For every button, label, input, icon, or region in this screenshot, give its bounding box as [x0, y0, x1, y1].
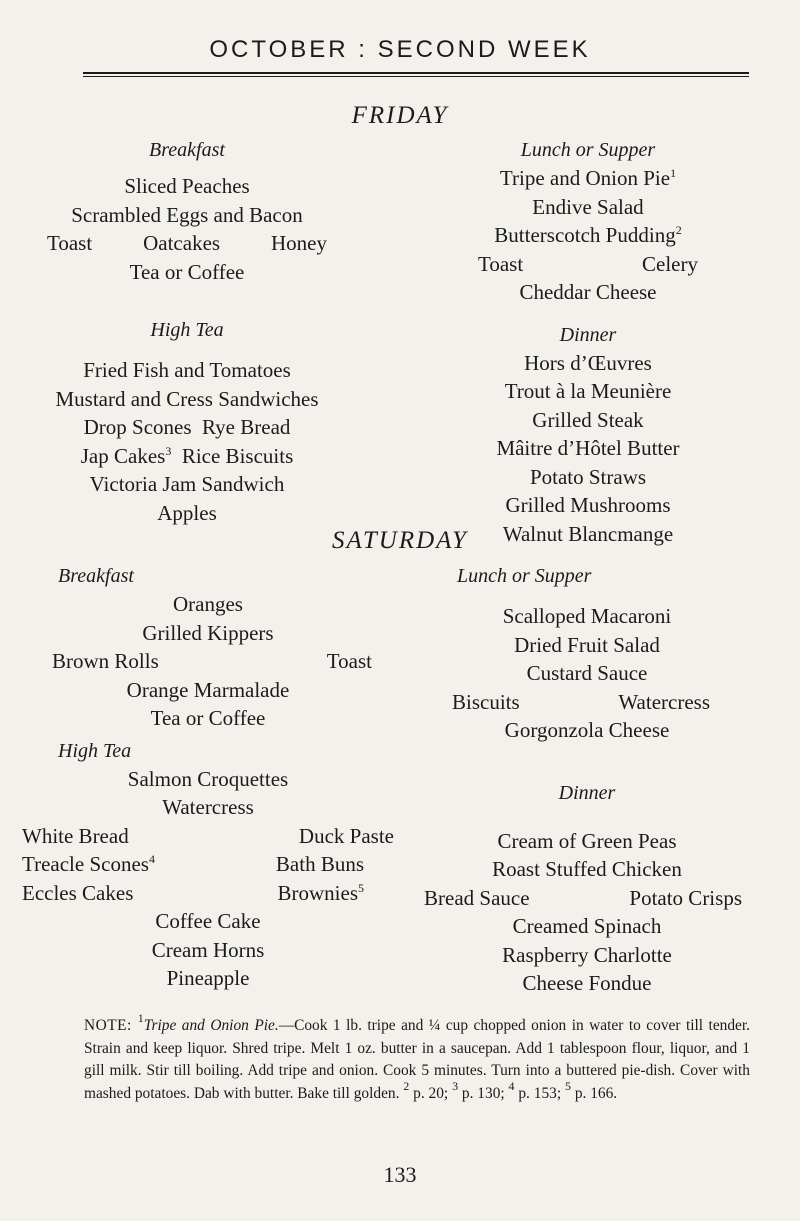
friday-right-column — [438, 136, 738, 548]
menu-item: Cheddar Cheese — [519, 280, 657, 304]
saturday-lunch-title: Lunch or Supper — [457, 565, 592, 587]
menu-item: Fried Fish and Tomatoes — [83, 358, 291, 382]
menu-item: Oatcakes — [143, 231, 221, 255]
menu-item: Grilled Kippers — [142, 620, 274, 645]
menu-item: Toast — [326, 649, 372, 673]
menu-item: Dried Fruit Salad — [514, 632, 660, 657]
menu-item: Scalloped Macaroni — [502, 604, 672, 628]
friday-dinner-title: Dinner — [559, 323, 617, 346]
friday-breakfast-title: Breakfast — [149, 139, 225, 161]
day-heading-saturday: SATURDAY — [332, 527, 468, 554]
menu-item: Biscuits — [452, 689, 520, 714]
menu-item: Trout à la Meunière — [504, 379, 672, 403]
menu-item: Jap Cakes$^3$ Rice Biscuits — [80, 443, 294, 468]
page-number: 133 — [383, 1162, 417, 1187]
menu-item: Custard Sauce — [526, 661, 648, 685]
menu-row — [22, 822, 394, 851]
menu-item: Eccles Cakes — [22, 880, 134, 905]
menu-item: Treacle Scones$^4$ — [22, 852, 155, 876]
menu-item: Toast — [47, 231, 93, 255]
menu-item: Oranges — [173, 592, 243, 616]
menu-item: Tea or Coffee — [129, 259, 245, 284]
note-recipe-title: Tripe and Onion Pie. — [143, 1017, 279, 1034]
menu-item: Grilled Mushrooms — [505, 493, 671, 517]
menu-row — [438, 250, 738, 279]
menu-item: Roast Stuffed Chicken — [492, 857, 682, 881]
menu-item: Watercress — [162, 795, 254, 819]
menu-item: Watercress — [618, 689, 710, 714]
saturday-dinner-title: Dinner — [558, 781, 616, 804]
menu-row — [414, 688, 760, 717]
menu-item: Celery — [642, 251, 698, 276]
menu-item: Apples — [157, 500, 217, 525]
menu-item: Duck Paste — [298, 823, 394, 848]
note-body: —Cook 1 lb. tripe and ¼ cup chopped onion in water to cover till tender. Strain and keep liquor. Shred tripe. Melt 1 oz. butter in a saucepan. Add 1 tablespoon flour, liquor, and 1 gill milk. Stir till boiling. Add tripe and onion. Cook 5 minutes. Turn into a buttered pie-dish. Cover with mashed potatoes. Dab with butter. Bake till golden. — [84, 1017, 750, 1102]
menu-item: Mustard and Cress Sandwiches — [55, 386, 319, 411]
menu-item: Bread Sauce — [424, 885, 530, 910]
menu-row — [22, 229, 352, 258]
menu-item: Coffee Cake — [155, 909, 261, 933]
menu-item: Hors d’Œuvres — [524, 350, 652, 375]
page-header: OCTOBER : SECOND WEEK — [209, 36, 591, 63]
menu-item: Brown Rolls — [52, 649, 159, 673]
friday-left-column — [22, 136, 352, 527]
menu-item: Cream of Green Peas — [497, 828, 677, 853]
day-heading-friday: FRIDAY — [351, 102, 449, 129]
note-label: NOTE: — [84, 1017, 138, 1034]
saturday-left-column — [22, 562, 394, 993]
saturday-right-column — [414, 562, 760, 998]
menu-row — [414, 884, 760, 913]
menu-item: Bath Buns — [275, 852, 364, 876]
menu-item: Salmon Croquettes — [127, 766, 289, 791]
menu-item: Cheese Fondue — [522, 971, 652, 995]
menu-item: Walnut Blancmange — [502, 521, 674, 546]
menu-item: Grilled Steak — [532, 407, 644, 432]
menu-item: Potato Crisps — [629, 885, 742, 910]
menu-item: Scrambled Eggs and Bacon — [71, 202, 303, 227]
menu-item: Butterscotch Pudding$^2$ — [494, 223, 682, 247]
friday-high-tea-title: High Tea — [150, 319, 224, 341]
menu-row — [22, 879, 394, 908]
menu-item: Pineapple — [166, 966, 250, 990]
menu-item: Raspberry Charlotte — [502, 942, 672, 967]
saturday-breakfast-title: Breakfast — [58, 565, 134, 587]
menu-item: Orange Marmalade — [126, 677, 290, 702]
saturday-high-tea-title: High Tea — [58, 739, 132, 762]
menu-row — [22, 850, 394, 879]
menu-item: Tea or Coffee — [150, 706, 266, 730]
header-rule-thin — [83, 76, 749, 77]
menu-item: Endive Salad — [532, 194, 644, 219]
menu-item: White Bread — [22, 823, 129, 848]
menu-item: Mâitre d’Hôtel Butter — [496, 436, 680, 460]
friday-lunch-title: Lunch or Supper — [520, 139, 656, 161]
menu-item: Potato Straws — [529, 464, 647, 489]
menu-item: Creamed Spinach — [512, 914, 662, 938]
menu-item: Sliced Peaches — [124, 174, 250, 198]
menu-item: Cream Horns — [151, 937, 265, 962]
menu-item: Drop Scones Rye Bread — [83, 415, 291, 439]
header-rule-thick — [83, 72, 749, 74]
menu-item: Brownies$^5$ — [277, 880, 364, 905]
menu-item: Victoria Jam Sandwich — [89, 472, 285, 496]
recipe-note: NOTE: $^1$Tripe and Onion Pie.—Cook 1 lb. tripe and ¼ cup chopped onion in water to cover till tender. Strain and keep liquor. Shred tripe. Melt 1 oz. butter in a saucepan. Add 1 tablespoon flour, liquor, and 1 gill milk. Stir till boiling. Add tripe and onion. Cook 5 minutes. Turn into a buttered pie-dish. Cover with mashed potatoes. Dab with butter. Bake till golden. $^2$ p. 20; $^3$ p. 130; $^4$ p. 153; $^5$ p. 166. — [84, 1011, 750, 1102]
menu-row — [22, 647, 394, 676]
menu-item: Tripe and Onion Pie$^1$ — [499, 166, 677, 190]
menu-item: Toast — [478, 251, 524, 276]
menu-item: Honey — [270, 231, 327, 255]
menu-item: Gorgonzola Cheese — [504, 718, 670, 742]
